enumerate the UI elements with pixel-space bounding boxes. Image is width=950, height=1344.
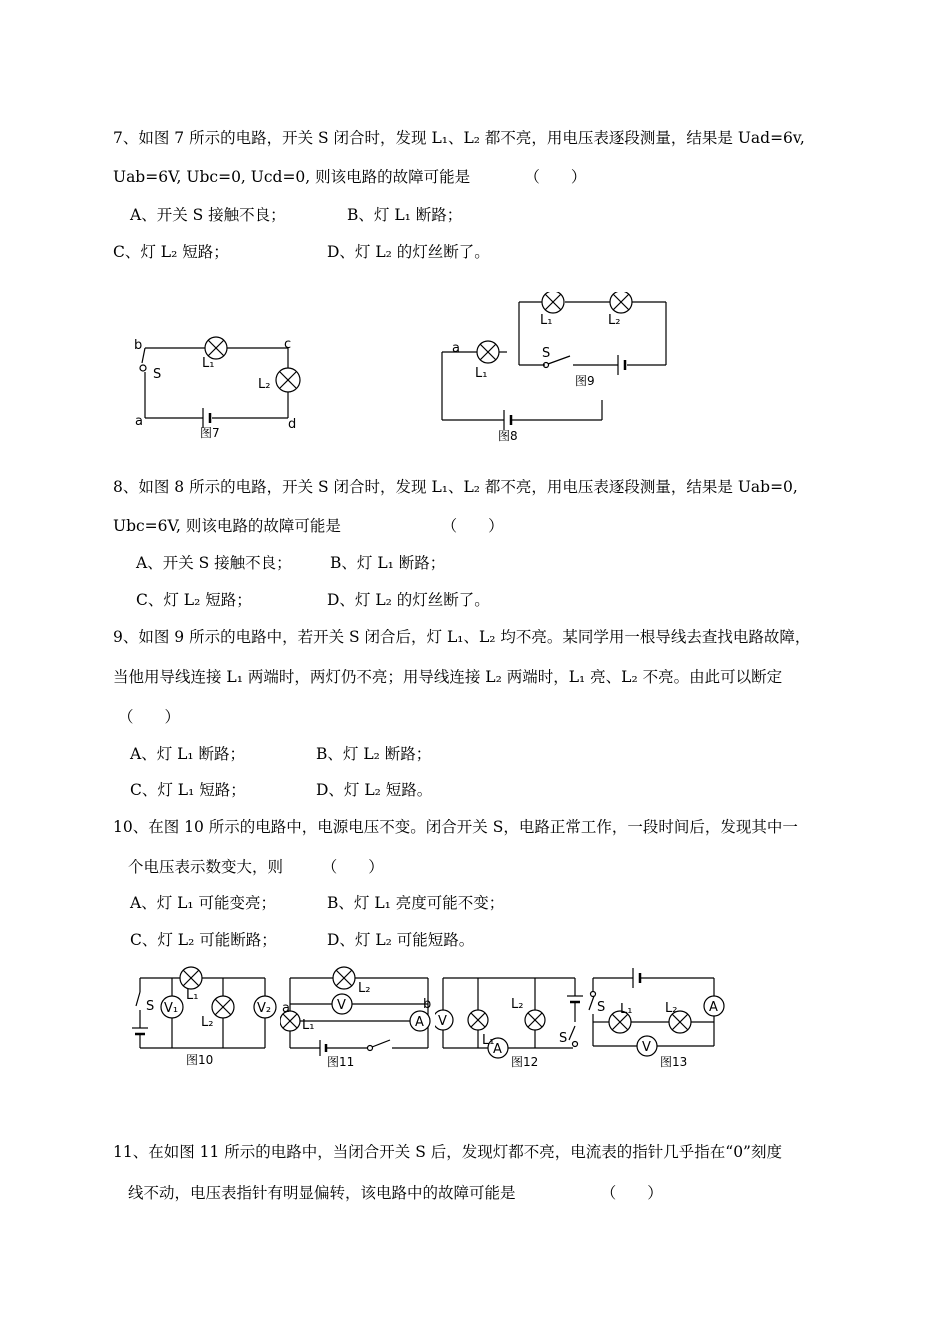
- fig12-label-s: S: [559, 1031, 568, 1046]
- fig8-label-l1: L₁: [475, 366, 488, 381]
- fig13-label-l2: L₂: [665, 1001, 678, 1016]
- fig11-label-l2: L₂: [358, 981, 371, 996]
- fig10-label-l2: L₂: [201, 1015, 214, 1030]
- fig7-label-d: d: [288, 417, 297, 432]
- fig9-label-l2: L₂: [608, 313, 621, 328]
- fig11-label-a-meter: A: [415, 1015, 424, 1030]
- q10-stem-line1: 10、在图 10 所示的电路中，电源电压不变。闭合开关 S，电路正常工作，一段时间后，发现其中一: [113, 818, 798, 836]
- q9-option-b: B、灯 L₂ 断路；: [316, 745, 432, 763]
- q8-stem-line1: 8、如图 8 所示的电路，开关 S 闭合时，发现 L₁、L₂ 都不亮，用电压表逐段测量，结果是 Uab=0,: [113, 478, 798, 496]
- q7-option-a: A、开关 S 接触不良；: [130, 206, 286, 224]
- fig13-label-l1: L₁: [620, 1002, 633, 1017]
- q8-option-d: D、灯 L₂ 的灯丝断了。: [327, 591, 490, 609]
- q9-stem-line2: 当他用导线连接 L₁ 两端时，两灯仍不亮；用导线连接 L₂ 两端时，L₁ 亮、L₂ 不亮。由此可以断定: [113, 668, 783, 686]
- fig7-label-a: a: [135, 414, 143, 429]
- fig13-label-s: S: [597, 1000, 606, 1015]
- fig8-caption: 图8: [498, 429, 518, 443]
- fig12-caption: 图12: [511, 1055, 539, 1069]
- fig7-label-l2: L₂: [258, 377, 271, 392]
- q10-option-c: C、灯 L₂ 可能断路；: [130, 931, 277, 949]
- q10-option-b: B、灯 L₁ 亮度可能不变；: [327, 894, 505, 912]
- q9-stem-line3: （ ）: [118, 708, 181, 726]
- q8-stem-line2: Ubc=6V, 则该电路的故障可能是 （ ）: [113, 517, 504, 535]
- fig9-caption: 图9: [575, 374, 595, 388]
- fig11-caption: 图11: [327, 1055, 355, 1069]
- fig12-label-l1: L₁: [482, 1033, 495, 1048]
- figure-12-circuit: [435, 966, 587, 1072]
- fig13-label-a-meter: A: [709, 1000, 718, 1015]
- q7-stem-line1: 7、如图 7 所示的电路，开关 S 闭合时，发现 L₁、L₂ 都不亮，用电压表逐段测量，结果是 Uad=6v,: [113, 129, 805, 147]
- figure-11-circuit: [280, 966, 438, 1072]
- q9-option-d: D、灯 L₂ 短路。: [316, 781, 433, 799]
- fig10-label-v2: V₂: [257, 1001, 272, 1016]
- fig7-label-c: c: [284, 337, 292, 352]
- q10-option-a: A、灯 L₁ 可能变亮；: [130, 894, 277, 912]
- figure-10-circuit: [120, 966, 280, 1072]
- q7-stem-line2: Uab=6V, Ubc=0, Ucd=0, 则该电路的故障可能是 （ ）: [113, 168, 587, 186]
- q9-stem-line1: 9、如图 9 所示的电路中，若开关 S 闭合后，灯 L₁、L₂ 均不亮。某同学用一根导线去查找电路故障，: [113, 628, 811, 646]
- fig11-label-b: b: [423, 997, 432, 1012]
- fig11-label-l1: L₁: [302, 1018, 315, 1033]
- q8-option-b: B、灯 L₁ 断路；: [330, 554, 446, 572]
- fig7-caption: 图7: [200, 426, 220, 440]
- figure-8-9-circuit: [432, 292, 682, 444]
- q10-option-d: D、灯 L₂ 可能短路。: [327, 931, 475, 949]
- q7-option-c: C、灯 L₂ 短路；: [113, 243, 229, 261]
- q11-stem-line2: 线不动，电压表指针有明显偏转，该电路中的故障可能是 （ ）: [128, 1184, 663, 1202]
- q9-option-a: A、灯 L₁ 断路；: [130, 745, 246, 763]
- q7-option-b: B、灯 L₁ 断路；: [347, 206, 463, 224]
- q11-stem-line1: 11、在如图 11 所示的电路中，当闭合开关 S 后，发现灯都不亮，电流表的指针几乎指在“0”刻度: [113, 1143, 782, 1161]
- fig12-label-l2: L₂: [511, 997, 524, 1012]
- fig11-label-a: a: [282, 1001, 290, 1016]
- fig11-label-v: V: [337, 998, 346, 1013]
- q8-option-c: C、灯 L₂ 短路；: [136, 591, 252, 609]
- q10-stem-line2: 个电压表示数变大，则 （ ）: [128, 858, 384, 876]
- q8-option-a: A、开关 S 接触不良；: [136, 554, 292, 572]
- figure-13-circuit: [585, 966, 730, 1072]
- fig9-label-l1: L₁: [540, 313, 553, 328]
- fig7-label-s: S: [153, 367, 162, 382]
- fig10-caption: 图10: [186, 1053, 214, 1067]
- fig7-label-b: b: [134, 338, 143, 353]
- q9-option-c: C、灯 L₁ 短路；: [130, 781, 246, 799]
- fig10-label-v1: V₁: [164, 1001, 179, 1016]
- fig12-label-v: V: [438, 1014, 447, 1029]
- figure-7-circuit: [125, 330, 310, 440]
- fig12-label-a-meter: A: [493, 1042, 502, 1057]
- fig7-label-l1: L₁: [202, 356, 215, 371]
- fig10-label-l1: L₁: [186, 988, 199, 1003]
- q7-option-d: D、灯 L₂ 的灯丝断了。: [327, 243, 490, 261]
- fig13-label-v: V: [642, 1040, 651, 1055]
- fig13-caption: 图13: [660, 1055, 688, 1069]
- fig9-label-s: S: [542, 346, 551, 361]
- fig8-label-a: a: [452, 341, 460, 356]
- fig10-label-s: S: [146, 999, 155, 1014]
